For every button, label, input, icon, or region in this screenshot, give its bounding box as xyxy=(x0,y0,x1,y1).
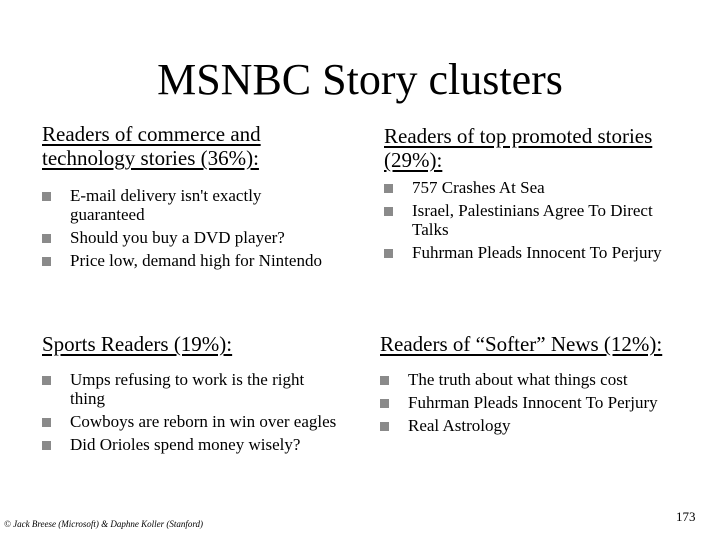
square-bullet-icon xyxy=(42,192,51,201)
story-item xyxy=(42,370,342,408)
square-bullet-icon xyxy=(42,418,51,427)
story-item xyxy=(42,186,332,224)
story-text: Fuhrman Pleads Innocent To Perjury xyxy=(408,393,658,412)
page-number: 173 xyxy=(676,509,696,524)
cluster-heading: Readers of commerce and technology stories (36%): xyxy=(42,122,261,170)
copyright-footer: © Jack Breese (Microsoft) & Daphne Koller (Stanford) xyxy=(4,519,204,529)
story-item xyxy=(380,393,710,412)
story-text: E-mail delivery isn't exactly guaranteed xyxy=(70,186,262,224)
story-item xyxy=(384,243,674,262)
square-bullet-icon xyxy=(42,441,51,450)
story-text: Did Orioles spend money wisely? xyxy=(70,435,301,454)
slide-title: MSNBC Story clusters xyxy=(157,55,563,104)
story-text: Umps refusing to work is the right thing xyxy=(70,370,305,408)
cluster-heading: Readers of “Softer” News (12%): xyxy=(380,332,663,356)
story-item xyxy=(42,412,342,431)
story-list xyxy=(42,370,342,454)
square-bullet-icon xyxy=(42,234,51,243)
story-text: Cowboys are reborn in win over eagles xyxy=(70,412,337,431)
square-bullet-icon xyxy=(380,399,389,408)
story-item xyxy=(42,435,342,454)
cluster-heading: Sports Readers (19%): xyxy=(42,332,233,356)
story-list xyxy=(384,178,674,262)
square-bullet-icon xyxy=(384,207,393,216)
story-text: Should you buy a DVD player? xyxy=(70,228,285,247)
cluster-softer-news xyxy=(380,332,710,439)
square-bullet-icon xyxy=(380,376,389,385)
story-text: Price low, demand high for Nintendo xyxy=(70,251,322,270)
story-item xyxy=(42,228,332,247)
story-text: Israel, Palestinians Agree To Direct Talks xyxy=(412,201,653,239)
cluster-commerce-technology xyxy=(42,122,332,274)
cluster-top-promoted xyxy=(384,124,674,266)
story-item xyxy=(42,251,332,270)
square-bullet-icon xyxy=(384,184,393,193)
story-list xyxy=(380,370,710,435)
square-bullet-icon xyxy=(384,249,393,258)
story-text: Real Astrology xyxy=(408,416,511,435)
story-item xyxy=(380,416,710,435)
story-item xyxy=(380,370,710,389)
square-bullet-icon xyxy=(42,257,51,266)
cluster-sports xyxy=(42,332,342,458)
square-bullet-icon xyxy=(380,422,389,431)
cluster-heading: Readers of top promoted stories (29%): xyxy=(384,124,653,172)
story-item xyxy=(384,178,674,197)
story-text: Fuhrman Pleads Innocent To Perjury xyxy=(412,243,662,262)
story-list xyxy=(42,186,332,270)
story-text: The truth about what things cost xyxy=(408,370,628,389)
story-text: 757 Crashes At Sea xyxy=(412,178,545,197)
square-bullet-icon xyxy=(42,376,51,385)
story-item xyxy=(384,201,674,239)
